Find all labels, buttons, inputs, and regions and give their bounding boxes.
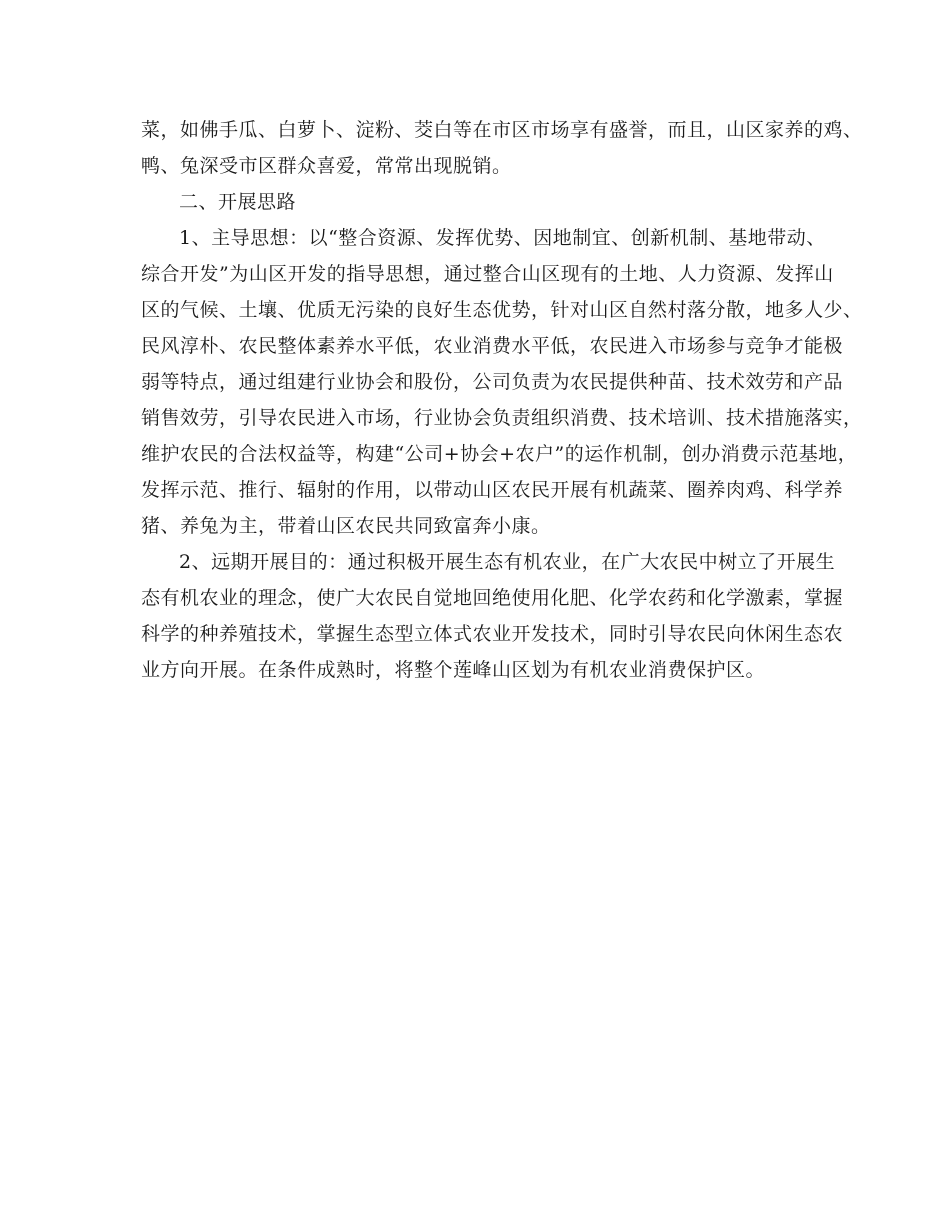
paragraph-line: 民风淳朴、农民整体素养水平低，农业消费水平低，农民进入市场参与竞争才能极 — [141, 335, 844, 357]
paragraph-line: 科学的种养殖技术，掌握生态型立体式农业开发技术，同时引导农民向休闲生态农 — [141, 623, 844, 645]
paragraph-line: 菜，如佛手瓜、白萝卜、淀粉、茭白等在市区市场享有盛誉，而且，山区家养的鸡、 — [141, 119, 863, 141]
paragraph-line: 猪、养兔为主，带着山区农民共同致富奔小康。 — [141, 515, 551, 537]
paragraph-line: 态有机农业的理念，使广大农民自觉地回绝使用化肥、化学农药和化学激素，掌握 — [141, 587, 844, 609]
paragraph-line: 业方向开展。在条件成熟时，将整个莲峰山区划为有机农业消费保护区。 — [141, 659, 766, 681]
paragraph-line: 弱等特点，通过组建行业协会和股份，公司负责为农民提供种苗、技术效劳和产品 — [141, 371, 844, 393]
paragraph-line: 2、远期开展目的：通过积极开展生态有机农业，在广大农民中树立了开展生 — [179, 551, 836, 573]
paragraph-line: 综合开发”为山区开发的指导思想，通过整合山区现有的土地、人力资源、发挥山 — [141, 263, 834, 285]
paragraph-line: 鸭、兔深受市区群众喜爱，常常出现脱销。 — [141, 155, 512, 177]
paragraph-line: 维护农民的合法权益等，构建“公司+协会+农户”的运作机制，创办消费示范基地， — [141, 443, 858, 465]
paragraph-line: 区的气候、土壤、优质无污染的良好生态优势，针对山区自然村落分散，地多人少、 — [141, 299, 863, 321]
paragraph-line: 发挥示范、推行、辐射的作用，以带动山区农民开展有机蔬菜、圈养肉鸡、科学养 — [141, 479, 844, 501]
paragraph-line: 1、主导思想：以“整合资源、发挥优势、因地制宜、创新机制、基地带动、 — [179, 227, 826, 249]
section-heading: 二、开展思路 — [179, 191, 297, 213]
paragraph-line: 销售效劳，引导农民进入市场，行业协会负责组织消费、技术培训、技术措施落实， — [141, 407, 863, 429]
